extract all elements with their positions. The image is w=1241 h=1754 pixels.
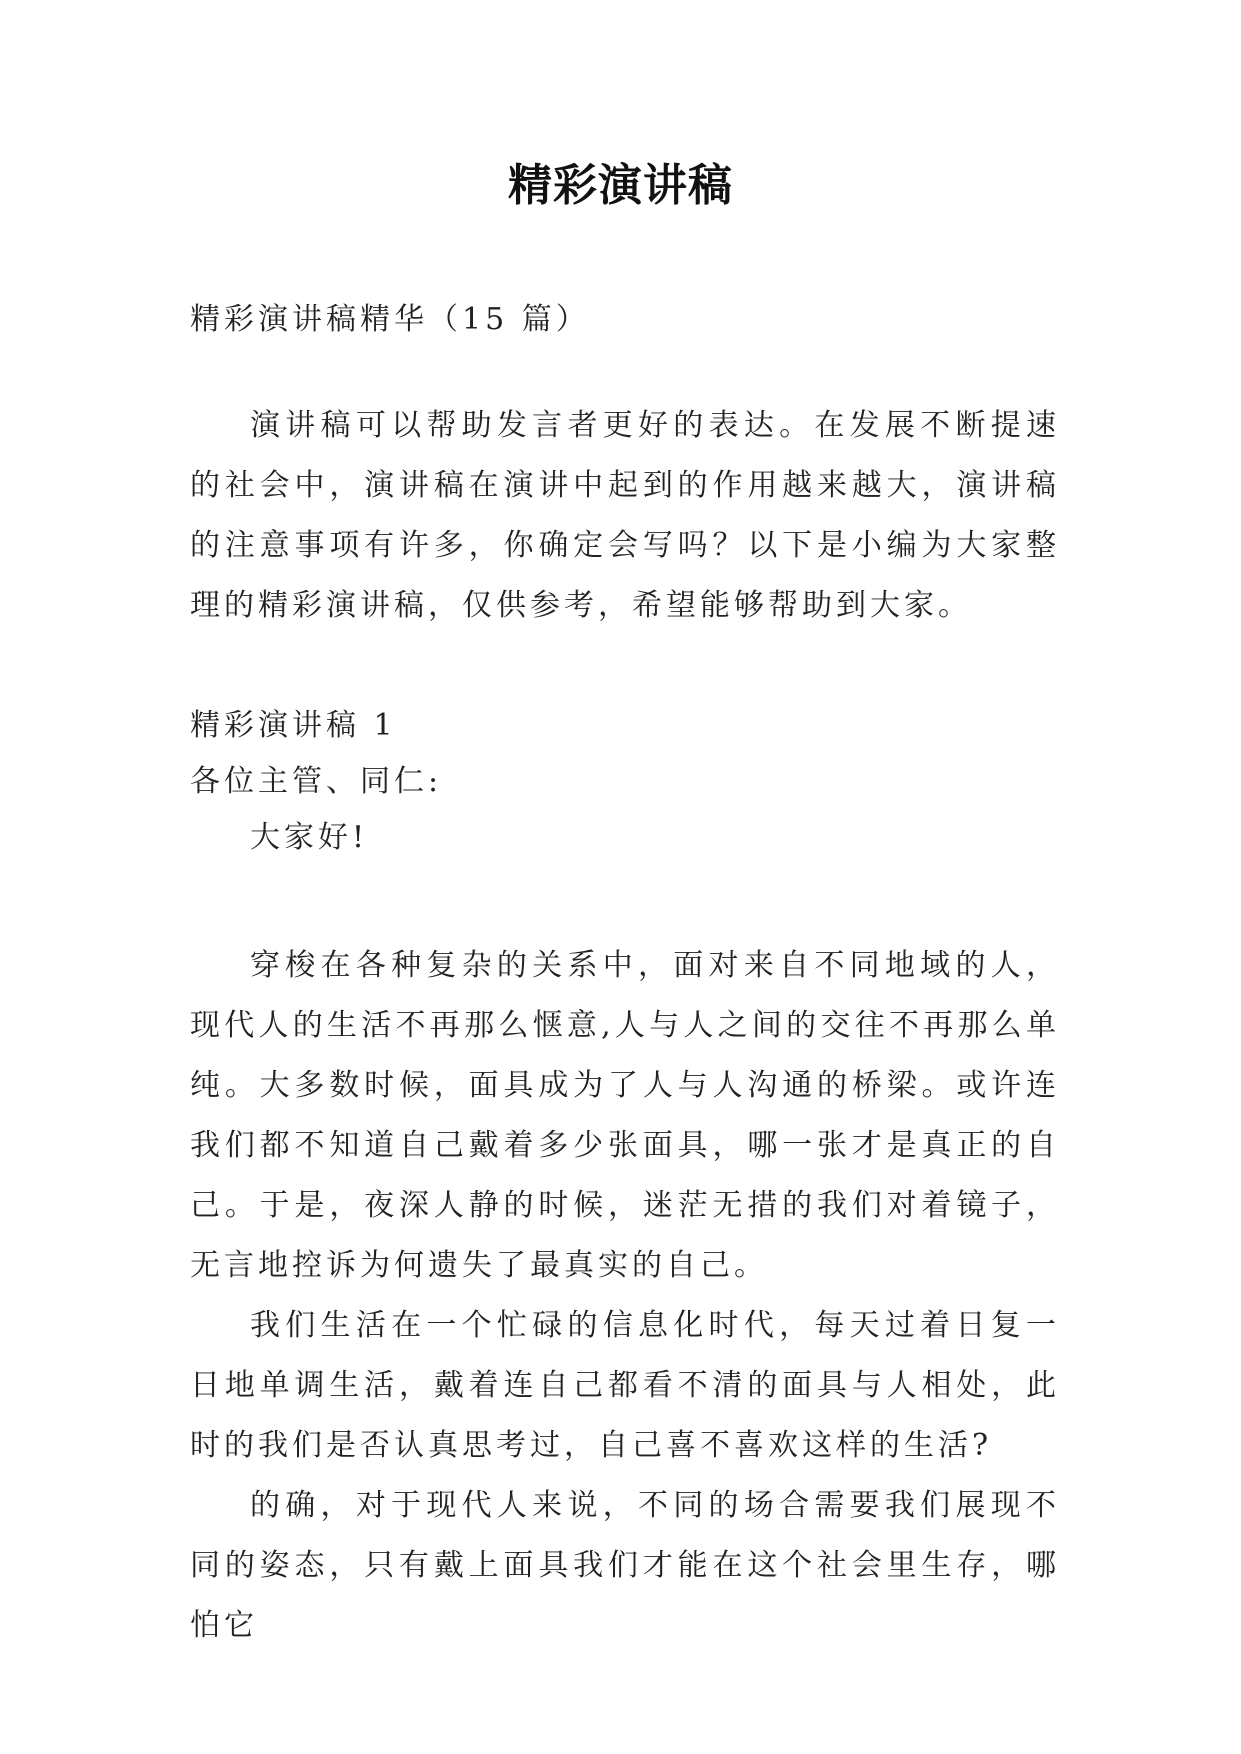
spacer — [190, 866, 1060, 936]
body-paragraph-2: 我们生活在一个忙碌的信息化时代，每天过着日复一日地单调生活，戴着连自己都看不清的面具与人相处，此时的我们是否认真思考过，自己喜不喜欢这样的生活? — [190, 1308, 1060, 1463]
body-paragraph-3: 的确，对于现代人来说，不同的场合需要我们展现不同的姿态，只有戴上面具我们才能在这个社会里生存，哪怕它 — [190, 1488, 1060, 1643]
salutation: 各位主管、同仁: — [190, 764, 443, 799]
intro-paragraph: 演讲稿可以帮助发言者更好的表达。在发展不断提速的社会中，演讲稿在演讲中起到的作用越来越大，演讲稿的注意事项有许多，你确定会写吗？以下是小编为大家整理的精彩演讲稿，仅供参考，希望能够帮助到大家。 — [190, 408, 1060, 623]
document-body — [190, 290, 1060, 1656]
body-paragraph-1: 穿梭在各种复杂的关系中，面对来自不同地域的人，现代人的生活不再那么惬意,人与人之间的交往不再那么单纯。大多数时候，面具成为了人与人沟通的桥梁。或许连我们都不知道自己戴着多少张面具，哪一张才是真正的自己。于是，夜深人静的时候，迷茫无措的我们对着镜子，无言地控诉为何遗失了最真实的自己。 — [190, 948, 1060, 1283]
document-title: 精彩演讲稿 — [508, 160, 733, 211]
spacer — [190, 636, 1060, 698]
document-subtitle: 精彩演讲稿精华（15 篇） — [190, 302, 590, 337]
greeting: 大家好! — [250, 820, 369, 855]
section-heading: 精彩演讲稿 1 — [190, 708, 397, 743]
spacer — [190, 350, 1060, 396]
